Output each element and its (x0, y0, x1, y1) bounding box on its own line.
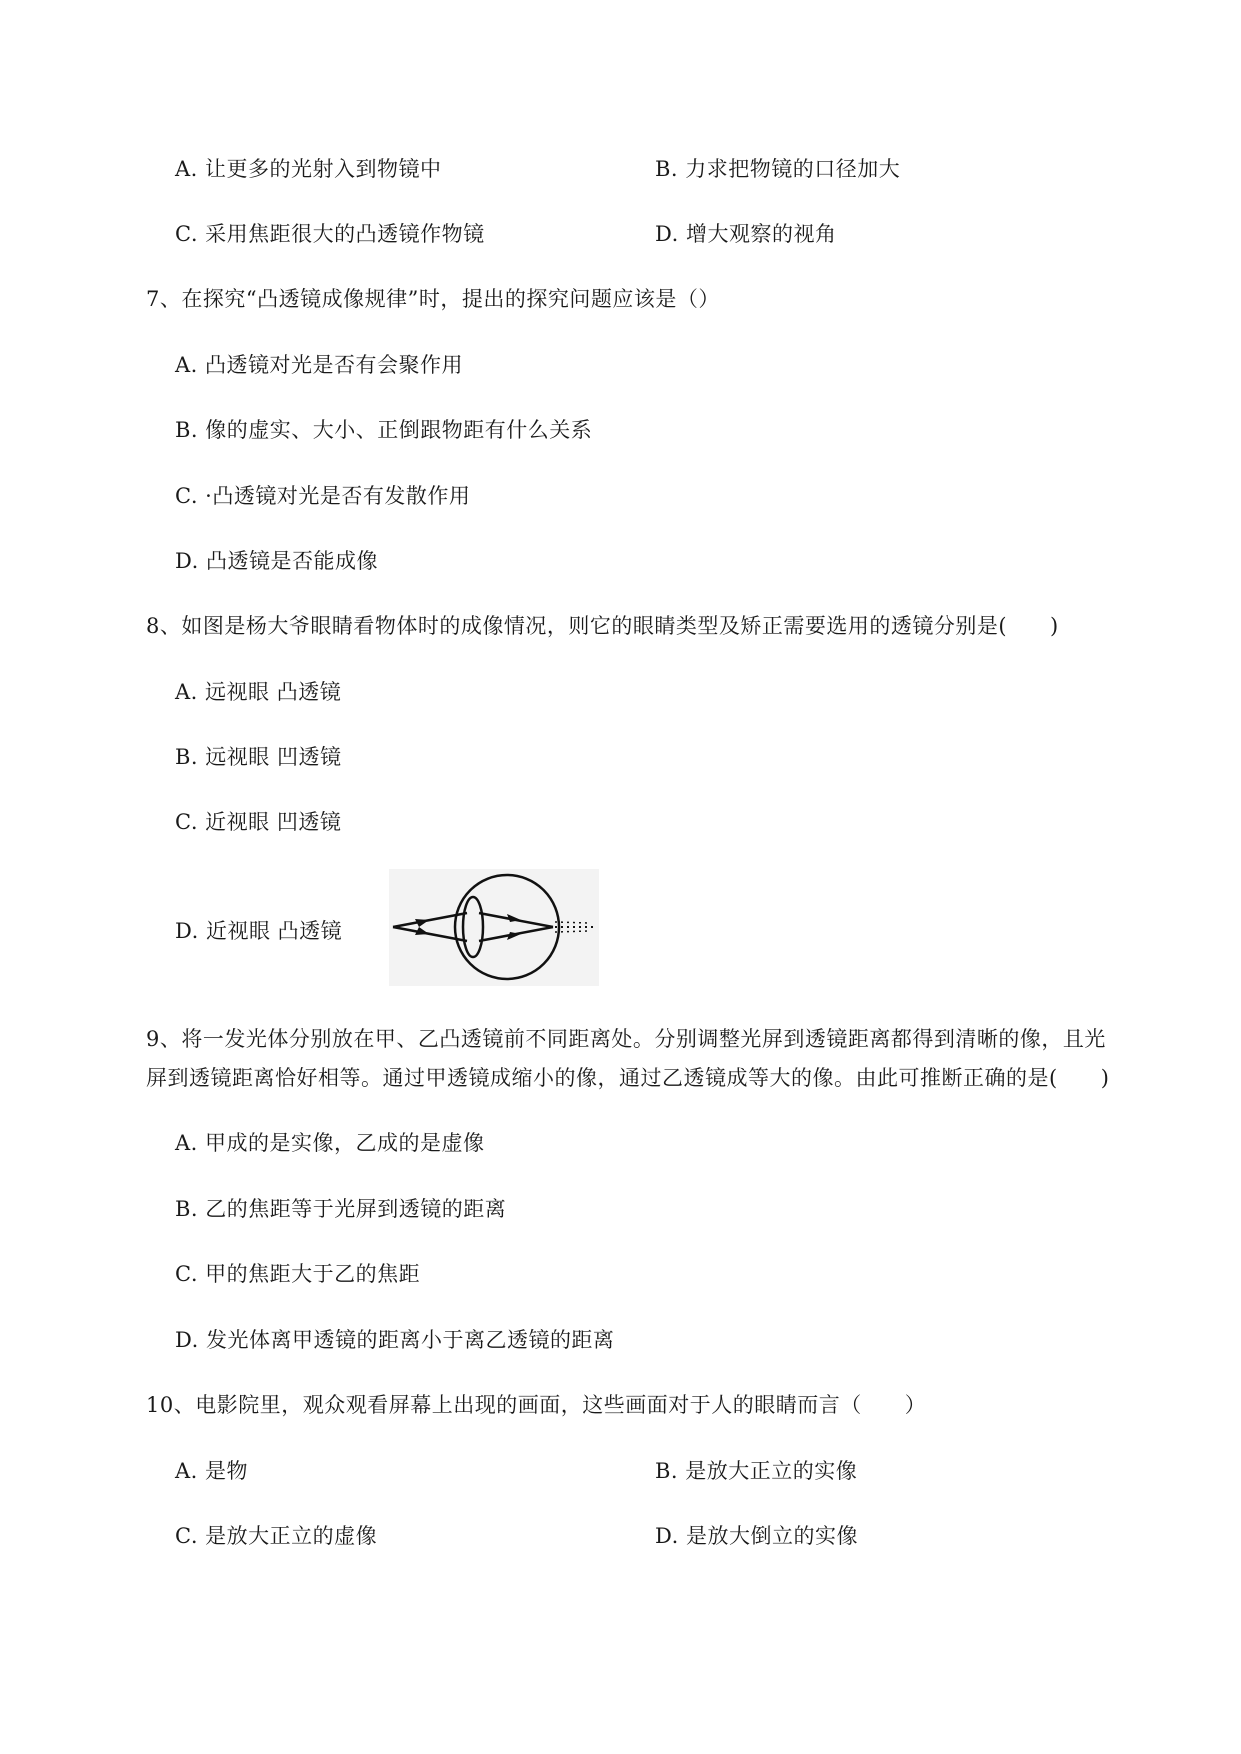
q6-option-c: C. 采用焦距很大的凸透镜作物镜 (175, 222, 485, 246)
q7-option-a: A. 凸透镜对光是否有会聚作用 (175, 353, 464, 377)
q8-stem: 8、如图是杨大爷眼睛看物体时的成像情况，则它的眼睛类型及矫正需要选用的透镜分别是( ) (146, 614, 1059, 638)
q7-stem: 7、在探究“凸透镜成像规律”时，提出的探究问题应该是（） (146, 287, 720, 311)
q9-option-a: A. 甲成的是实像，乙成的是虚像 (175, 1131, 485, 1155)
q8-option-c: C. 近视眼 凹透镜 (175, 810, 342, 834)
q7-option-d: D. 凸透镜是否能成像 (175, 549, 378, 573)
q6-option-a: A. 让更多的光射入到物镜中 (175, 157, 442, 181)
q10-option-a: A. 是物 (175, 1459, 249, 1483)
q9-stem-line2: 屏到透镜距离恰好相等。通过甲透镜成缩小的像，通过乙透镜成等大的像。由此可推断正确的是( ) (146, 1066, 1110, 1090)
q9-option-c: C. 甲的焦距大于乙的焦距 (175, 1262, 421, 1286)
q8-option-b: B. 远视眼 凹透镜 (175, 745, 342, 769)
q10-option-c: C. 是放大正立的虚像 (175, 1524, 378, 1548)
q6-option-b: B. 力求把物镜的口径加大 (655, 157, 901, 181)
q10-stem: 10、电影院里，观众观看屏幕上出现的画面，这些画面对于人的眼睛而言（ ） (146, 1393, 927, 1417)
q6-option-d: D. 增大观察的视角 (655, 222, 837, 246)
q9-option-d: D. 发光体离甲透镜的距离小于离乙透镜的距离 (175, 1328, 615, 1352)
q8-option-d: D. 近视眼 凸透镜 (175, 919, 343, 943)
q10-option-d: D. 是放大倒立的实像 (655, 1524, 858, 1548)
q8-option-a: A. 远视眼 凸透镜 (175, 680, 342, 704)
q7-option-b: B. 像的虚实、大小、正倒跟物距有什么关系 (175, 418, 593, 442)
q9-option-b: B. 乙的焦距等于光屏到透镜的距离 (175, 1197, 507, 1221)
eye-diagram-icon (389, 869, 599, 986)
q9-stem-line1: 9、将一发光体分别放在甲、乙凸透镜前不同距离处。分别调整光屏到透镜距离都得到清晰的像，且光 (146, 1027, 1106, 1051)
q7-option-c: C. ·凸透镜对光是否有发散作用 (175, 484, 471, 508)
q10-option-b: B. 是放大正立的实像 (655, 1459, 858, 1483)
